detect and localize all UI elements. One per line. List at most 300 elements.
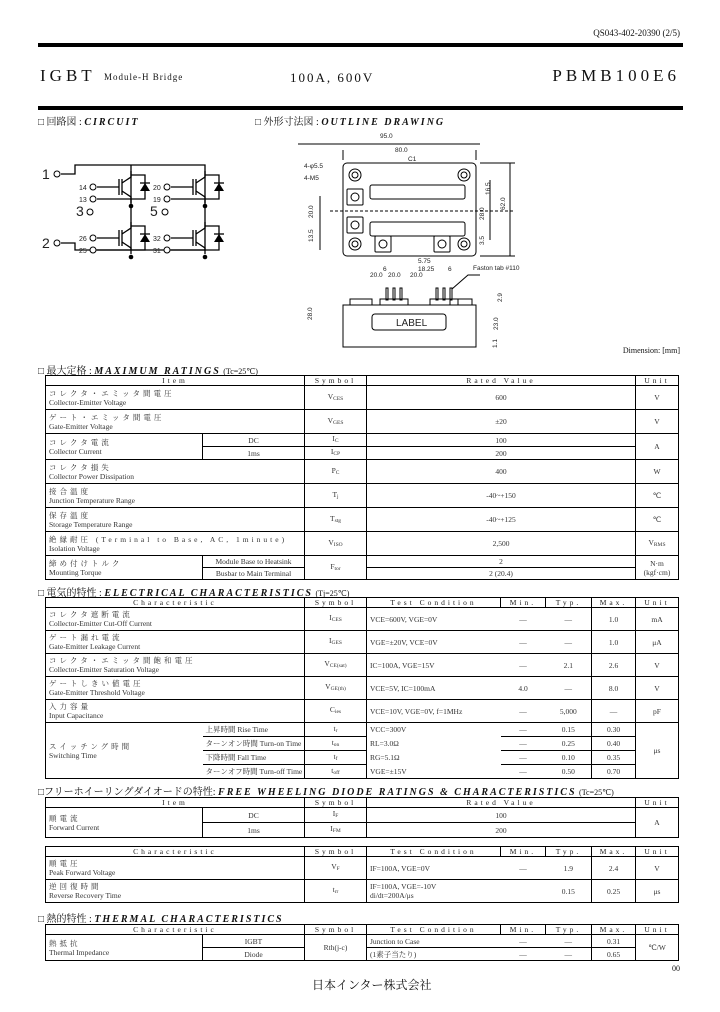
column-header: Min. [501,847,546,857]
unit: ℃ [652,491,662,500]
cell: 0.35 [592,751,636,765]
cell: 2.1 [546,654,592,677]
dimension-label: 16.5 [485,182,492,195]
item-en: Fall Time [237,753,267,762]
item-en: Rise Time [237,725,269,734]
mounting-hole-icon [458,238,470,250]
section-condition: (Tj=25℃) [315,589,350,598]
symbol-sub: stg [334,517,341,524]
column-header: Typ. [546,847,592,857]
cell: -40~+125 [367,508,636,532]
column-header: Rated Value [367,798,636,808]
busbar-slot [370,185,465,199]
item-jp: ターンオフ時間 [205,767,258,776]
symbol-sub: F [335,813,339,819]
faston-tab [400,288,402,300]
main-terminal-label: 2 [42,235,50,251]
cell: VCE=10V, VGE=0V, f=1MHz [367,700,501,723]
dimension-label: 5.75 [418,258,431,265]
item-jp: ゲート漏れ電流 [49,633,123,642]
cell: — [546,935,592,948]
electrical-table [45,597,679,779]
item-cell [46,556,203,580]
table-row [46,508,679,532]
item-cell [46,460,305,484]
condition-cell [367,857,501,880]
column-header: Item [46,798,305,808]
cell: mA [636,608,679,631]
item-jp: 下降時間 [205,753,236,762]
column-header: Max. [592,925,636,935]
item-jp: ゲート・エミッタ間電圧 [49,412,165,422]
cell: 0.15 [546,880,592,903]
cell: 0.15 [546,723,592,737]
cell: Diode [203,948,305,961]
cell: DC [203,808,305,823]
cell: — [501,608,546,631]
dimension-label: 1.1 [492,338,499,348]
item-en: Mounting Torque [49,567,102,577]
column-header: Typ. [546,925,592,935]
section-en: OUTLINE DRAWING [321,117,446,128]
gate-terminal-label: 26 [79,236,87,243]
cell: — [546,631,592,654]
item-en: Collector Current [49,446,102,456]
symbol-sub: C [334,438,339,444]
section-en: THERMAL CHARACTERISTICS [94,914,284,925]
cell [501,880,546,903]
table-row [46,608,679,631]
symbol-sub: GES [333,419,344,426]
item-jp: 熱抵抗 [49,938,81,948]
dimension-label: 23.0 [493,317,500,330]
cell: 1.0 [592,631,636,654]
symbol-sub: ISO [333,541,343,548]
item-jp: コレクタ損失 [49,462,112,472]
dimension-label: 20.0 [410,272,423,279]
cell: — [592,700,636,723]
section-en: CIRCUIT [84,117,140,128]
item-en: Gate-Emitter Threshold Voltage [49,688,145,697]
cell: 5,000 [546,700,592,723]
unit-sub: RMS [653,541,666,548]
dimension-label: 4-M5 [304,175,319,182]
cell: — [501,737,546,751]
dimension-label: 62.0 [500,197,507,210]
section-en: FREE WHEELING DIODE RATINGS & CHARACTERISTICS [218,787,577,798]
cell: — [501,700,546,723]
cell: 1.0 [592,608,636,631]
unit-cell: N·m (kgf·cm) [636,556,679,580]
module-body-top [343,163,476,256]
main-terminal [434,236,450,252]
item-cell [46,434,203,460]
item-en: Junction Temperature Range [49,495,135,505]
symbol-cell [305,608,367,631]
symbol-cell [305,700,367,723]
item-en: Turn-off Time [259,767,303,776]
column-header: Min. [501,925,546,935]
item-jp: 入力容量 [49,702,91,711]
symbol-sub: CES [333,395,344,402]
dimension-label: 28.0 [307,307,314,320]
gate-terminal-label: 20 [153,185,161,192]
symbol-sub: CP [333,451,341,457]
symbol-cell [305,508,367,532]
unit-cell [636,532,679,556]
cell: 400 [367,460,636,484]
column-header: Max. [592,598,636,608]
page-code: 00 [672,964,680,973]
cell: 1.9 [546,857,592,880]
item-en: Thermal Impedance [49,947,110,957]
symbol-cell [305,654,367,677]
symbol-main: t [331,765,334,775]
cell: VCC=300V [367,723,501,737]
symbol-main: V [327,415,334,425]
document-number: QS043-402-20390 (2/5) [593,28,680,38]
table-row [46,556,679,568]
cell: 0.70 [592,765,636,779]
symbol-cell [305,737,367,751]
table-row [46,700,679,723]
symbol-main: T [332,489,338,499]
item-en: Input Capacitance [49,711,104,720]
section-condition: (Tc=25℃) [579,788,614,797]
unit-cell [636,410,679,434]
unit-cell [636,484,679,508]
symbol-main: V [331,862,337,871]
cell: VCE=600V, VGE=0V [367,608,501,631]
cell: 0.10 [546,751,592,765]
cell: 4.0 [501,677,546,700]
cell: pF [636,700,679,723]
item-jp: コレクタ・エミッタ間電圧 [49,388,175,398]
item-en: Collector-Emitter Saturation Voltage [49,665,159,674]
gate-terminal-label: 14 [79,185,87,192]
table-row [46,434,679,447]
column-header: Min. [501,598,546,608]
item-cell [46,935,203,961]
dimension-label: C1 [408,156,417,163]
cell: 100 [367,434,636,447]
column-header: Max. [592,847,636,857]
symbol-main: V [324,659,330,668]
unit: ℃ [652,515,662,524]
mounting-hole-icon [349,169,361,181]
cell: — [501,631,546,654]
cell: 2.6 [592,654,636,677]
unit: V [648,537,654,547]
cell: 0.65 [592,948,636,961]
fwd-ratings-table [45,797,679,838]
item-cell [46,608,305,631]
symbol-main: I [329,636,332,645]
symbol-sub: off [333,769,340,776]
symbol-sub: CES [331,617,342,623]
dimension-label: 6 [448,266,452,273]
main-terminal [347,217,363,233]
cell: — [501,751,546,765]
symbol-main: t [332,885,335,894]
symbol-sub: CE(sat) [329,663,347,669]
cell: RG=5.1Ω [367,751,501,765]
dimension-label: 13.5 [308,229,315,242]
cell: 100 [367,808,636,823]
device-rating: 100A, 600V [290,70,375,85]
cell: 0.50 [546,765,592,779]
header-row [46,925,679,935]
item-cell [46,880,305,903]
cell: — [501,765,546,779]
symbol-sub: rr [334,889,339,895]
column-header: Characteristic [46,598,305,608]
dimension-label: 80.0 [395,147,408,154]
main-terminal-label: 3 [76,203,84,219]
cell: -40~+150 [367,484,636,508]
cell: VGE=±15V [367,765,501,779]
item-cell [46,508,305,532]
table-row [46,723,679,737]
column-header: Typ. [546,598,592,608]
item-jp: 逆回復時間 [49,882,102,891]
column-header: Symbol [305,598,367,608]
cell: — [546,948,592,961]
cell: — [546,608,592,631]
table-row [46,857,679,880]
table-row [46,880,679,903]
sub-item-cell [203,723,305,737]
column-header: Unit [636,376,679,386]
section-thermal [38,910,284,925]
item-jp: ゲートしきい値電圧 [49,679,144,688]
item-cell [46,677,305,700]
cell: Rth(j-c) [305,935,367,961]
condition-cell [367,880,501,903]
table-row [46,677,679,700]
header-row [46,798,679,808]
table-row [46,410,679,434]
item-cell [46,386,305,410]
dimension-label: 28.0 [479,207,486,220]
symbol-main: t [333,751,336,761]
cell: 2.4 [592,857,636,880]
cell: 2,500 [367,532,636,556]
item-jp: コレクタ遮断電流 [49,610,133,619]
part-number: PBMB100E6 [552,66,680,85]
gate-terminal-label: 25 [79,248,87,255]
section-jp: □ 熱的特性 : [38,914,92,925]
cell: 0.31 [592,935,636,948]
table-row [46,484,679,508]
table-row [46,935,679,948]
column-header: Characteristic [46,925,305,935]
dimension-units: Dimension: [mm] [622,346,680,355]
item-cell [46,857,305,880]
cell: RL=3.0Ω [367,737,501,751]
cell: 0.25 [546,737,592,751]
cell: VCE=5V, IC=100mA [367,677,501,700]
cell: V [636,654,679,677]
item-en: Collector-Emitter Cut-Off Current [49,619,153,628]
outline-drawing [0,0,720,360]
item-jp: 順電圧 [49,859,81,868]
header-row [46,376,679,386]
symbol-cell [305,857,367,880]
symbol-cell [305,765,367,779]
cell: 8.0 [592,677,636,700]
section-fwd [38,783,614,798]
item-jp: 締め付けトルク [49,558,123,568]
item-jp: コレクタ電流 [49,437,112,447]
unit-cell: A [636,434,679,460]
symbol-sub: ies [334,709,342,715]
dimension-label: 20.0 [308,205,315,218]
symbol-main: T [329,513,335,523]
symbol-cell [305,484,367,508]
sub-item-cell [203,765,305,779]
cell: 0.30 [592,723,636,737]
column-header: Symbol [305,847,367,857]
item-en: Gate-Emitter Leakage Current [49,642,141,651]
dimension-label: Faston tab #110 [473,265,520,272]
column-header: Unit [636,847,679,857]
max-ratings-table [45,375,679,580]
device-type: IGBT [40,66,96,85]
unit: W [653,467,661,476]
symbol-sub: r [335,727,338,734]
cell: IC=100A, VGE=15V [367,654,501,677]
gate-terminal-label: 32 [153,236,161,243]
item-cell [46,410,305,434]
item-en: Turn-on Time [259,739,302,748]
symbol-main: t [331,737,334,747]
unit-cell [636,386,679,410]
column-header: Item [46,376,305,386]
main-terminal [347,189,363,205]
item-en: Switching Time [49,750,97,760]
unit-cell [636,460,679,484]
item-en: Storage Temperature Range [49,519,133,529]
faston-tab [393,288,395,300]
table-row [46,386,679,410]
column-header: Test Condition [367,847,501,857]
column-header: Symbol [305,376,367,386]
main-terminal-label: 1 [42,166,50,182]
item-jp: スイッチング時間 [49,741,133,751]
header-row [46,598,679,608]
cell: — [546,677,592,700]
cell: — [501,857,546,880]
cell: V [636,677,679,700]
symbol-main: I [330,824,333,833]
faston-tab [443,288,445,300]
item-en: Gate-Emitter Voltage [49,421,113,431]
header-row [46,847,679,857]
cell: — [501,935,546,948]
symbol-sub: GE(th) [330,686,346,692]
main-terminal-label: 5 [150,203,158,219]
column-header: Rated Value [367,376,636,386]
section-condition: (Tc=25℃) [223,367,258,376]
table-row [46,631,679,654]
item-cell [46,808,203,838]
faston-tab [386,288,388,300]
mounting-hole-icon [349,238,361,250]
symbol-main: I [332,809,336,818]
fwd-characteristics-table [45,846,679,903]
section-jp: □ 回路図 : [38,117,82,128]
leader-line [452,275,480,289]
cell: 1ms [203,447,305,460]
label-text: LABEL [396,318,428,329]
item-en: Collector-Emitter Voltage [49,397,127,407]
busbar-slot [370,222,465,236]
table-row [46,460,679,484]
item-jp: 保存温度 [49,510,91,520]
main-terminal [375,236,391,252]
symbol-main: C [329,705,335,714]
column-header: Symbol [305,798,367,808]
cell: μs [636,880,679,903]
terminal-side [450,299,472,305]
item-en: Isolation Voltage [49,543,100,553]
symbol-cell [305,723,367,737]
sub-item-cell [203,751,305,765]
gate-terminal-label: 31 [153,248,161,255]
symbol-main: V [328,537,334,547]
condition: di/dt=200A/μs [370,891,414,900]
item-en: Reverse Recovery Time [49,891,122,900]
symbol-main: I [332,434,335,443]
cell: Module Base to Heatsink [203,556,305,568]
table-row [46,654,679,677]
symbol-cell [305,823,367,838]
dimension-label: 2.9 [497,292,504,302]
symbol-cell [305,677,367,700]
cell: 600 [367,386,636,410]
column-header: Test Condition [367,598,501,608]
table-row [46,808,679,823]
cell: — [501,948,546,961]
item-jp: コレクタ・エミッタ間飽和電圧 [49,656,196,665]
item-jp: ターンオン時間 [205,739,258,748]
cell: V [636,857,679,880]
item-cell [46,532,305,556]
item-cell [46,654,305,677]
sub-item-cell [203,737,305,751]
symbol-cell [305,880,367,903]
symbol-cell [305,460,367,484]
gate-terminal-label: 13 [79,197,87,204]
section-jp: □ 最大定格 : [38,366,92,377]
unit-cell [636,508,679,532]
mounting-hole-icon [458,169,470,181]
symbol-main: I [329,613,332,622]
item-jp: 絶縁耐圧 (Terminal to Base, AC, 1minute) [49,534,288,544]
symbol-sub: on [333,741,340,748]
item-jp: 接合温度 [49,486,91,496]
unit-cell: μs [636,723,679,779]
item-en: Collector Power Dissipation [49,471,134,481]
symbol-cell [305,808,367,823]
cell: Busbar to Main Terminal [203,568,305,580]
condition: IF=100A, VGE=0V [370,863,430,873]
symbol-sub: F [336,866,340,872]
item-en: Forward Current [49,822,100,832]
section-jp: □ 外形寸法図 : [255,117,319,128]
device-subtype: Module-H Bridge [104,72,184,82]
